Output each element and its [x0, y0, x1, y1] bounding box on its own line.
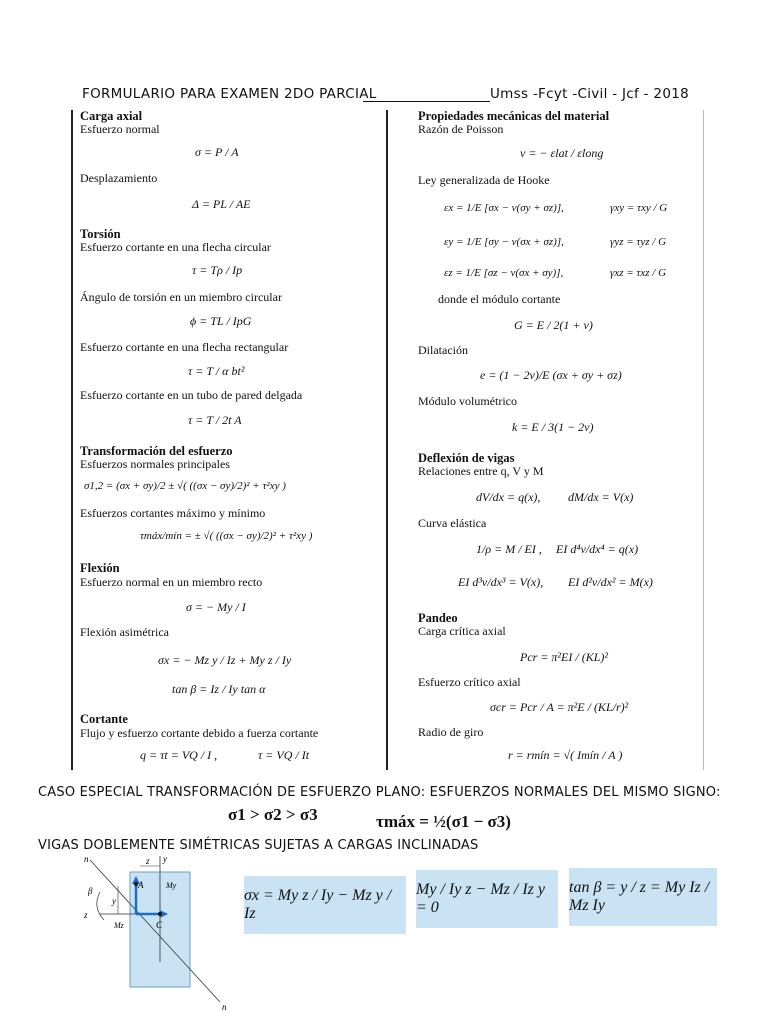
label-modulo-cortante: donde el módulo cortante [438, 292, 561, 306]
label-radio-giro: Radio de giro [418, 725, 484, 739]
eq-dilatacion: e = (1 − 2ν)/E (σx + σy + σz) [480, 368, 622, 382]
formula-box-neutral-axis: My / Iy z − Mz / Iz y = 0 [416, 870, 558, 928]
diagram-c: C [156, 920, 163, 930]
label-cortantes-max-min: Esfuerzos cortantes máximo y mínimo [80, 506, 266, 520]
label-normales-principales: Esfuerzos normales principales [80, 457, 230, 471]
label-hooke: Ley generalizada de Hooke [418, 173, 550, 187]
eq-epsilon-y: εy = 1/E [σy − ν(σx + σz)], [444, 236, 564, 248]
eq-tau-rect: τ = T / α bt² [188, 364, 245, 378]
eq-ei-d3v: EI d³v/dx³ = V(x), [458, 575, 544, 589]
eq-delta: Δ = PL / AE [192, 197, 251, 211]
label-flujo-cortante: Flujo y esfuerzo cortante debido a fuerza cortante [80, 726, 319, 740]
label-esfuerzo-normal: Esfuerzo normal [80, 122, 160, 136]
diagram-mz: Mz [114, 921, 124, 930]
label-poisson: Razón de Poisson [418, 122, 504, 136]
left-border [71, 110, 73, 770]
section-carga-axial: Carga axial [80, 109, 143, 123]
eq-sigma-asimetrica: σx = − Mz y / Iz + My z / Iy [158, 653, 292, 667]
label-normal-recto: Esfuerzo normal en un miembro recto [80, 575, 263, 589]
diagram-y-side: y [112, 896, 116, 906]
eq-tan-beta: tan β = Iz / Iy tan α [172, 682, 266, 696]
eq-poisson: ν = − εlat / εlong [520, 146, 604, 160]
beam-section-diagram [70, 852, 240, 1020]
eq-tau-tubo: τ = T / 2t A [188, 413, 242, 427]
diagram-n-top: n [84, 854, 89, 864]
eq-sigma-cr: σcr = Pcr / A = π²E / (KL/r)² [490, 700, 629, 714]
eq-tau-max-special: τmáx = ½(σ1 − σ3) [376, 812, 511, 831]
diagram-n-bottom: n [222, 1002, 227, 1012]
label-flexion-asimetrica: Flexión asimétrica [80, 625, 169, 639]
eq-phi: ϕ = TL / IpG [190, 314, 252, 328]
eq-radio-giro: r = rmín = √( Imín / A ) [508, 748, 623, 762]
diagram-z-top: z [146, 856, 150, 866]
eq-gamma-xz: γxz = τxz / G [610, 267, 667, 279]
eq-pcr: Pcr = π²EI / (KL)² [520, 650, 608, 664]
eq-sigma-p-a: σ = P / A [195, 145, 239, 159]
eq-k: k = E / 3(1 − 2ν) [512, 420, 594, 434]
diagram-my: My [166, 881, 177, 890]
diagram-a: A [138, 880, 144, 890]
eq-q-tau: q = τt = VQ / I , [140, 748, 218, 762]
label-carga-critica: Carga crítica axial [418, 624, 506, 638]
section-propiedades: Propiedades mecánicas del material [418, 109, 610, 123]
section-deflexion: Deflexión de vigas [418, 451, 515, 465]
header-info: Umss -Fcyt -Civil - Jcf - 2018 [490, 86, 689, 102]
section-flexion: Flexión [80, 561, 120, 575]
section-pandeo: Pandeo [418, 611, 458, 625]
label-relaciones: Relaciones entre q, V y M [418, 464, 544, 478]
diagram-y-top: y [163, 854, 167, 864]
eq-ei-d4v: EI d⁴v/dx⁴ = q(x) [556, 542, 639, 556]
eq-tau-max-min: τmáx/mín = ± √( ((σx − σy)/2)² + τ²xy ) [140, 530, 313, 542]
eq-tau-torsion: τ = Tρ / Ip [192, 263, 243, 277]
diagram-beta: β [88, 886, 93, 896]
label-dilatacion: Dilatación [418, 343, 468, 357]
label-modulo-volumetrico: Módulo volumétrico [418, 394, 517, 408]
eq-ei-d2v: EI d²v/dx² = M(x) [568, 575, 653, 589]
eq-epsilon-x: εx = 1/E [σx − ν(σy + σz)], [444, 202, 564, 214]
eq-tau-vq: τ = VQ / It [258, 748, 310, 762]
section-cortante: Cortante [80, 712, 128, 726]
section-transformacion: Transformación del esfuerzo [80, 444, 233, 458]
label-angulo-torsion: Ángulo de torsión en un miembro circular [80, 290, 282, 304]
eq-sigma-flexion: σ = − My / I [186, 600, 246, 614]
eq-epsilon-z: εz = 1/E [σz − ν(σx + σy)], [444, 267, 564, 279]
center-divider [386, 110, 388, 770]
label-cortante-circular: Esfuerzo cortante en una flecha circular [80, 240, 271, 254]
special-case-title: CASO ESPECIAL TRANSFORMACIÓN DE ESFUERZO PLANO: ESFUERZOS NORMALES DEL MISMO SIGNO: [38, 785, 721, 800]
eq-gamma-yz: γyz = τyz / G [610, 236, 667, 248]
eq-sigma-order: σ1 > σ2 > σ3 [228, 805, 318, 824]
diagram-z-side: z [84, 910, 88, 920]
label-desplazamiento: Desplazamiento [80, 171, 158, 185]
eq-dv-dx: dV/dx = q(x), [476, 490, 541, 504]
header-underline [363, 101, 490, 102]
formula-box-tan-beta: tan β = y / z = My Iz / Mz Iy [569, 868, 717, 926]
formula-box-sigma: σx = My z / Iy − Mz y / Iz [244, 876, 406, 934]
eq-dm-dx: dM/dx = V(x) [568, 490, 634, 504]
eq-g: G = E / 2(1 + ν) [514, 318, 593, 332]
section-torsion: Torsión [80, 227, 121, 241]
eq-curvature: 1/ρ = M / EI , [476, 542, 542, 556]
label-cortante-tubo: Esfuerzo cortante en un tubo de pared delgada [80, 388, 303, 402]
eq-gamma-xy: γxy = τxy / G [610, 202, 668, 214]
header-title: FORMULARIO PARA EXAMEN 2DO PARCIAL [82, 86, 377, 102]
label-esfuerzo-critico: Esfuerzo crítico axial [418, 675, 521, 689]
right-border [703, 110, 704, 770]
vigas-title: VIGAS DOBLEMENTE SIMÉTRICAS SUJETAS A CARGAS INCLINADAS [38, 838, 479, 853]
label-curva-elastica: Curva elástica [418, 516, 487, 530]
eq-sigma-12: σ1,2 = (σx + σy)/2 ± √( ((σx − σy)/2)² + τ²xy ) [84, 480, 286, 492]
label-cortante-rectangular: Esfuerzo cortante en una flecha rectangular [80, 340, 289, 354]
